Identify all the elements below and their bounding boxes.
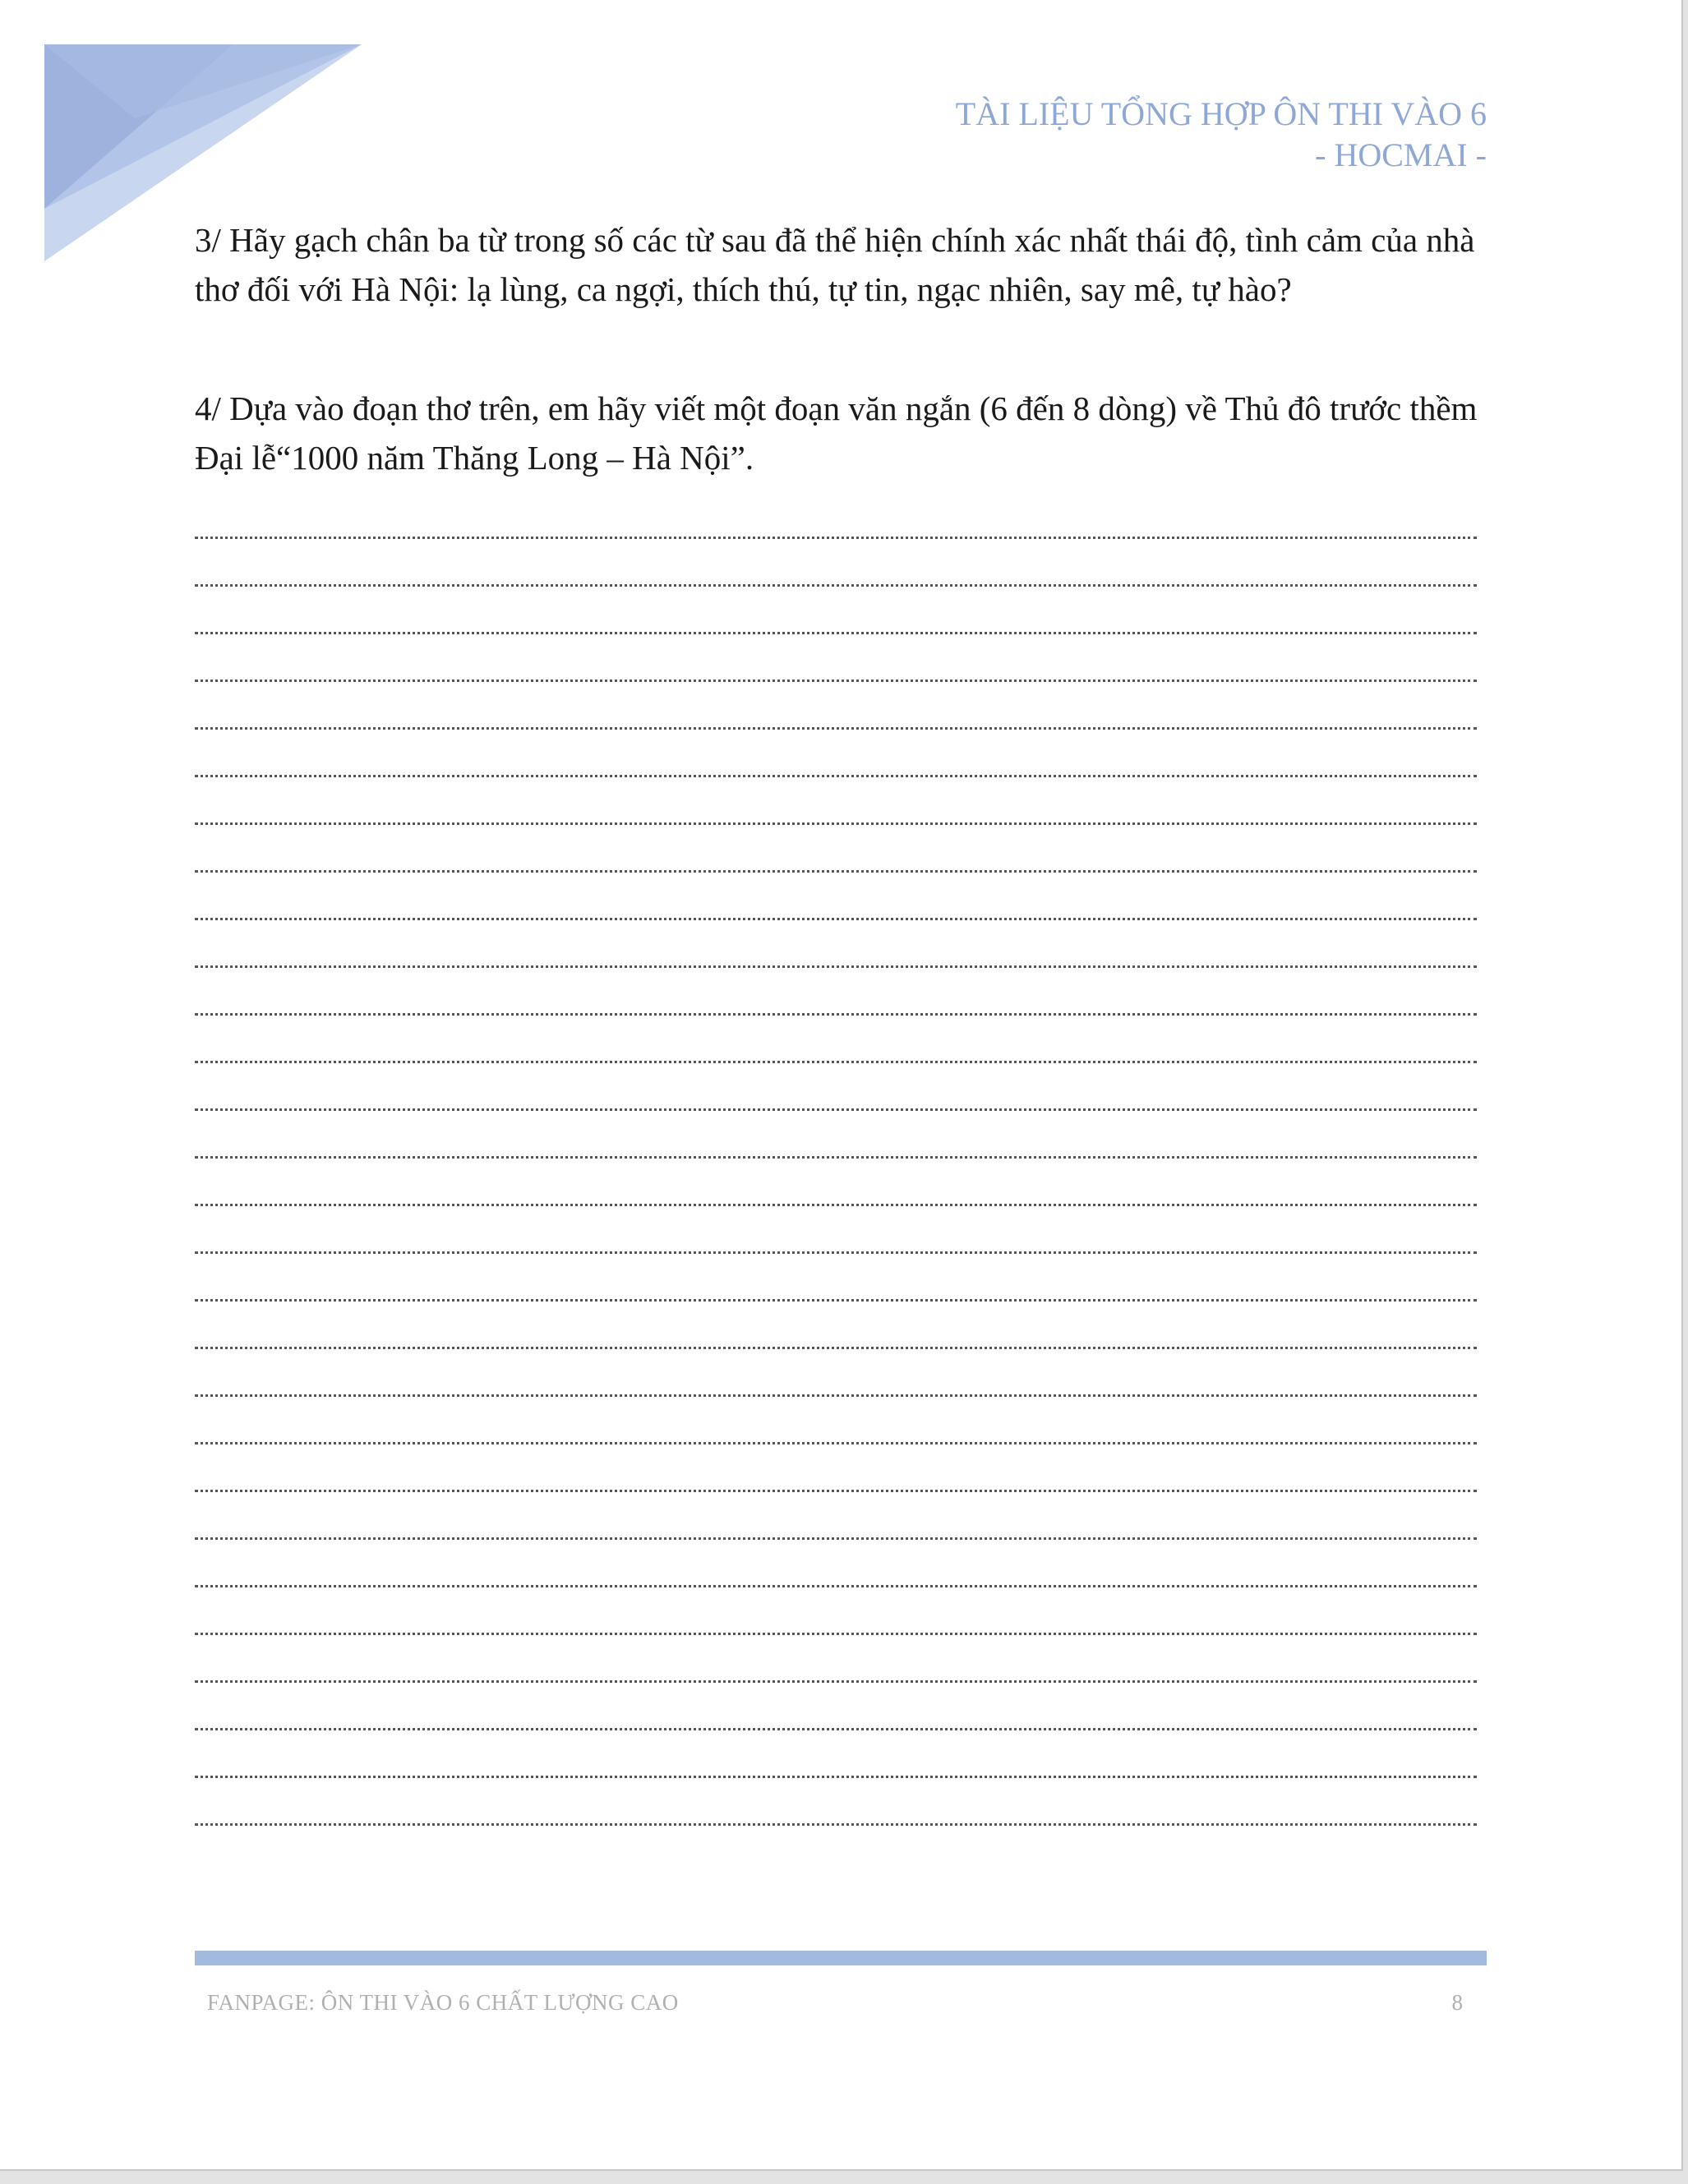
answer-line — [195, 1778, 1477, 1826]
answer-line — [195, 1016, 1477, 1063]
answer-line — [195, 1159, 1477, 1206]
answer-line — [195, 1540, 1477, 1587]
answer-line — [195, 1635, 1477, 1683]
question-4: 4/ Dựa vào đoạn thơ trên, em hãy viết một đoạn văn ngắn (6 đến 8 dòng) về Thủ đô trước thềm Đại lễ“1000 năm Thăng Long – Hà Nội”. — [195, 389, 1478, 477]
answer-line — [195, 1587, 1477, 1635]
answer-line — [195, 587, 1477, 634]
answer-line — [195, 1254, 1477, 1302]
answer-line — [195, 1444, 1477, 1492]
answer-line — [195, 777, 1477, 825]
footer-divider — [195, 1951, 1487, 1965]
header-subtitle: - HOCMAI - — [1315, 136, 1487, 173]
answer-line — [195, 1397, 1477, 1444]
answer-line — [195, 873, 1477, 920]
answer-line — [195, 1206, 1477, 1254]
answer-line — [195, 1302, 1477, 1349]
answer-line — [195, 1683, 1477, 1730]
answer-lines — [195, 491, 1477, 1826]
answer-line — [195, 825, 1477, 873]
answer-line — [195, 730, 1477, 777]
answer-line — [195, 1111, 1477, 1159]
footer-label: FANPAGE: ÔN THI VÀO 6 CHẤT LƯỢNG CAO — [207, 1990, 679, 2015]
answer-line — [195, 1063, 1477, 1111]
question-3: 3/ Hãy gạch chân ba từ trong số các từ sau đã thể hiện chính xác nhất thái độ, tình cảm của nhà thơ đối với Hà Nội: lạ lùng, ca ngợi, thích thú, tự tin, ngạc nhiên, say mê, tự hào? — [195, 221, 1475, 308]
answer-line — [195, 1730, 1477, 1778]
answer-line — [195, 968, 1477, 1016]
answer-line — [195, 491, 1477, 539]
page-header — [956, 94, 1487, 176]
answer-line — [195, 1492, 1477, 1540]
page-number: 8 — [1451, 1990, 1463, 2015]
answer-line — [195, 1349, 1477, 1397]
header-title: TÀI LIỆU TỔNG HỢP ÔN THI VÀO 6 — [955, 95, 1487, 132]
answer-line — [195, 539, 1477, 587]
answer-line — [195, 920, 1477, 968]
answer-line — [195, 634, 1477, 682]
answer-line — [195, 682, 1477, 730]
